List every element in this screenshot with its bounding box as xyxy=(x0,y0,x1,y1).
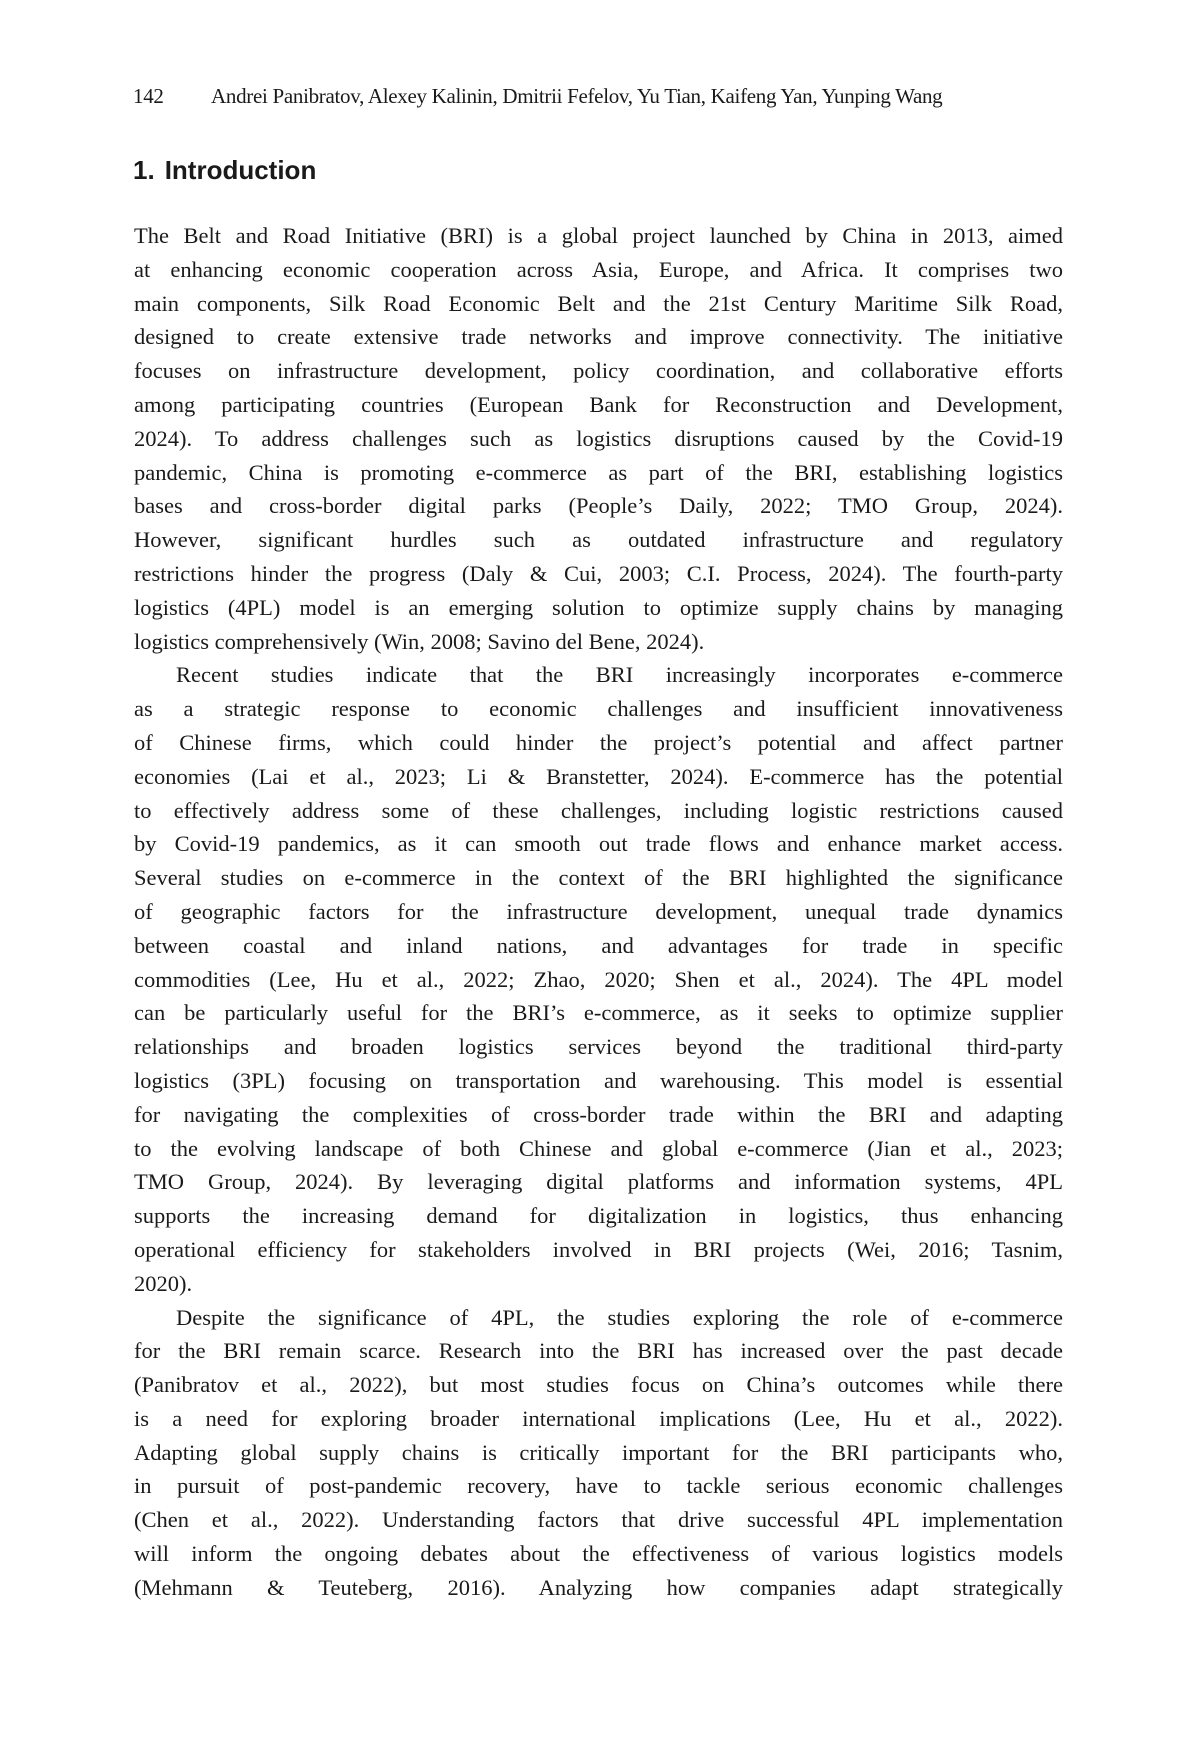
author-list: Andrei Panibratov, Alexey Kalinin, Dmitrii Fefelov, Yu Tian, Kaifeng Yan, Yunping Wang xyxy=(211,84,942,108)
paragraph xyxy=(134,658,1063,1300)
text-line: in pursuit of post-pandemic recovery, have to tackle serious economic challenges xyxy=(134,1469,1063,1503)
text-line: at enhancing economic cooperation across Asia, Europe, and Africa. It comprises two xyxy=(134,253,1063,287)
text-line: for navigating the complexities of cross-border trade within the BRI and adapting xyxy=(134,1098,1063,1132)
text-line: However, significant hurdles such as outdated infrastructure and regulatory xyxy=(134,523,1063,557)
paragraph xyxy=(134,1301,1063,1605)
text-line: Despite the significance of 4PL, the studies exploring the role of e-commerce xyxy=(134,1301,1063,1335)
text-line: (Mehmann & Teuteberg, 2016). Analyzing how companies adapt strategically xyxy=(134,1571,1063,1605)
text-line: of geographic factors for the infrastructure development, unequal trade dynamics xyxy=(134,895,1063,929)
text-line: (Chen et al., 2022). Understanding factors that drive successful 4PL implementation xyxy=(134,1503,1063,1537)
text-line: main components, Silk Road Economic Belt and the 21st Century Maritime Silk Road, xyxy=(134,287,1063,321)
text-line: supports the increasing demand for digitalization in logistics, thus enhancing xyxy=(134,1199,1063,1233)
text-line: restrictions hinder the progress (Daly & Cui, 2003; C.I. Process, 2024). The fourth-party xyxy=(134,557,1063,591)
text-line: among participating countries (European Bank for Reconstruction and Development, xyxy=(134,388,1063,422)
text-line: TMO Group, 2024). By leveraging digital platforms and information systems, 4PL xyxy=(134,1165,1063,1199)
section-number: 1. xyxy=(133,155,155,185)
text-line: for the BRI remain scarce. Research into the BRI has increased over the past decade xyxy=(134,1334,1063,1368)
text-line: logistics (4PL) model is an emerging solution to optimize supply chains by managing xyxy=(134,591,1063,625)
section-title: Introduction xyxy=(165,155,317,185)
text-line: The Belt and Road Initiative (BRI) is a global project launched by China in 2013, aimed xyxy=(134,219,1063,253)
text-line: is a need for exploring broader international implications (Lee, Hu et al., 2022). xyxy=(134,1402,1063,1436)
text-line: relationships and broaden logistics services beyond the traditional third-party xyxy=(134,1030,1063,1064)
text-line: as a strategic response to economic challenges and insufficient innovativeness xyxy=(134,692,1063,726)
text-line: operational efficiency for stakeholders involved in BRI projects (Wei, 2016; Tasnim, xyxy=(134,1233,1063,1267)
body-text xyxy=(134,219,1063,1605)
text-line: by Covid-19 pandemics, as it can smooth out trade flows and enhance market access. xyxy=(134,827,1063,861)
paragraph xyxy=(134,219,1063,658)
text-line: logistics comprehensively (Win, 2008; Savino del Bene, 2024). xyxy=(134,625,1063,659)
text-line: focuses on infrastructure development, policy coordination, and collaborative efforts xyxy=(134,354,1063,388)
text-line: to the evolving landscape of both Chinese and global e-commerce (Jian et al., 2023; xyxy=(134,1132,1063,1166)
page-number: 142 xyxy=(133,84,211,109)
text-line: will inform the ongoing debates about the effectiveness of various logistics models xyxy=(134,1537,1063,1571)
text-line: Several studies on e-commerce in the context of the BRI highlighted the significance xyxy=(134,861,1063,895)
text-line: between coastal and inland nations, and advantages for trade in specific xyxy=(134,929,1063,963)
text-line: 2024). To address challenges such as logistics disruptions caused by the Covid-19 xyxy=(134,422,1063,456)
text-line: commodities (Lee, Hu et al., 2022; Zhao, 2020; Shen et al., 2024). The 4PL model xyxy=(134,963,1063,997)
text-line: Adapting global supply chains is critically important for the BRI participants who, xyxy=(134,1436,1063,1470)
text-line: to effectively address some of these challenges, including logistic restrictions caused xyxy=(134,794,1063,828)
text-line: logistics (3PL) focusing on transportation and warehousing. This model is essential xyxy=(134,1064,1063,1098)
text-line: bases and cross-border digital parks (People’s Daily, 2022; TMO Group, 2024). xyxy=(134,489,1063,523)
text-line: can be particularly useful for the BRI’s e-commerce, as it seeks to optimize supplier xyxy=(134,996,1063,1030)
section-heading xyxy=(133,155,316,186)
running-header xyxy=(133,84,942,109)
text-line: designed to create extensive trade networks and improve connectivity. The initiative xyxy=(134,320,1063,354)
text-line: pandemic, China is promoting e-commerce as part of the BRI, establishing logistics xyxy=(134,456,1063,490)
text-line: 2020). xyxy=(134,1267,1063,1301)
text-line: of Chinese firms, which could hinder the project’s potential and affect partner xyxy=(134,726,1063,760)
text-line: Recent studies indicate that the BRI increasingly incorporates e-commerce xyxy=(134,658,1063,692)
text-line: economies (Lai et al., 2023; Li & Branstetter, 2024). E-commerce has the potential xyxy=(134,760,1063,794)
text-line: (Panibratov et al., 2022), but most studies focus on China’s outcomes while there xyxy=(134,1368,1063,1402)
